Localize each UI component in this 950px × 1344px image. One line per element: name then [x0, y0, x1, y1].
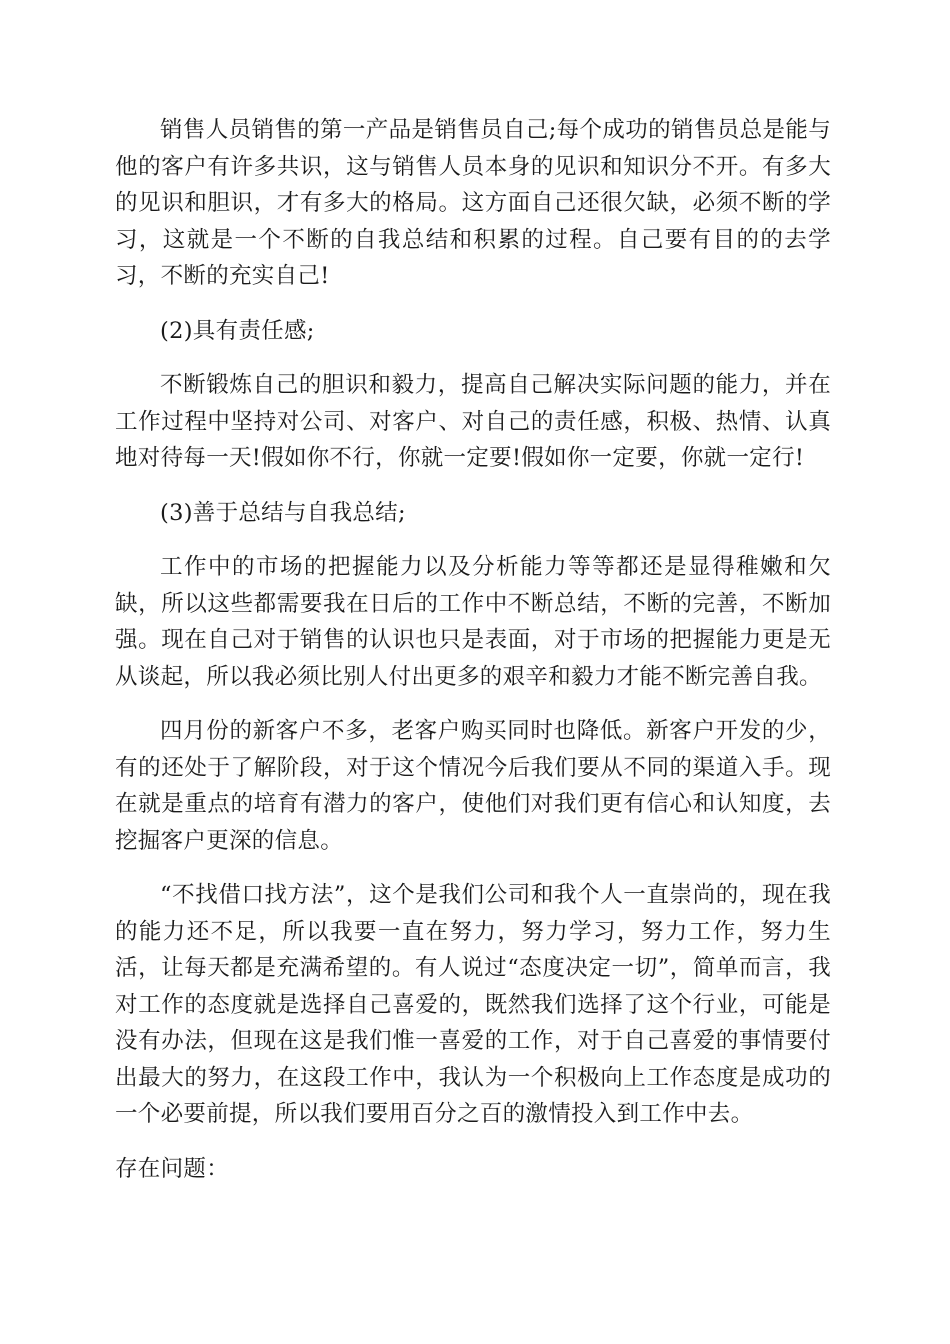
- heading-responsibility: (2)具有责任感;: [160, 317, 315, 344]
- paragraph-market-ability: 工作中的市场的把握能力以及分析能力等等都还是显得稚嫩和欠缺，所以这些都需要我在日后的工作中不断总结，不断的完善，不断加强。现在自己对于销售的认识也只是表面，对于市场的把握能力更是无从谈起，所以我必须比别人付出更多的艰辛和毅力才能不断完善自我。: [115, 554, 831, 690]
- paragraph-april-customers: 四月份的新客户不多，老客户购买同时也降低。新客户开发的少，有的还处于了解阶段，对于这个情况今后我们要从不同的渠道入手。现在就是重点的培育有潜力的客户，使他们对我们更有信心和认知度，去挖掘客户更深的信息。: [115, 718, 831, 854]
- paragraph-responsibility: 不断锻炼自己的胆识和毅力，提高自己解决实际问题的能力，并在工作过程中坚持对公司、对客户、对自己的责任感，积极、热情、认真地对待每一天!假如你不行，你就一定要!假如你一定要，你就一定行!: [115, 372, 831, 471]
- paragraph-attitude: “不找借口找方法”，这个是我们公司和我个人一直崇尚的，现在我的能力还不足，所以我要一直在努力，努力学习，努力工作，努力生活，让每天都是充满希望的。有人说过“态度决定一切”，简单而言，我对工作的态度就是选择自己喜爱的，既然我们选择了这个行业，可能是没有办法，但现在这是我们惟一喜爱的工作，对于自己喜爱的事情要付出最大的努力，在这段工作中，我认为一个积极向上工作态度是成功的一个必要前提，所以我们要用百分之百的激情投入到工作中去。: [115, 882, 831, 1127]
- heading-existing-problems: 存在问题：: [115, 1155, 230, 1182]
- document-body: [115, 112, 831, 1205]
- paragraph-first-product: 销售人员销售的第一产品是销售员自己;每个成功的销售员总是能与他的客户有许多共识，这与销售人员本身的见识和知识分不开。有多大的见识和胆识，才有多大的格局。这方面自己还很欠缺，必须不断的学习，这就是一个不断的自我总结和积累的过程。自己要有目的的去学习，不断的充实自己!: [115, 117, 831, 289]
- heading-self-summary: (3)善于总结与自我总结;: [160, 499, 406, 526]
